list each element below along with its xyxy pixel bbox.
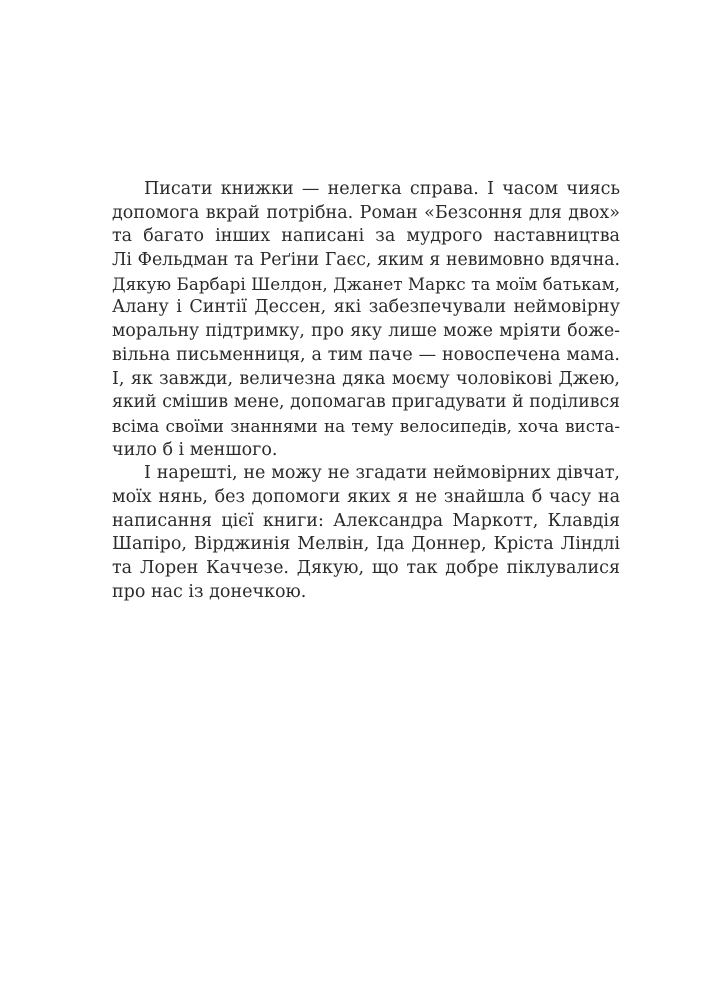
paragraph-2: [112, 462, 620, 604]
text-line: та багато інших написані за мудрого наставництва: [112, 226, 620, 247]
text-line: вільна письменниця, а тим паче — новоспечена мама.: [112, 344, 620, 365]
text-line: І нарешті, не можу не згадати неймовірних дівчат,: [144, 463, 620, 484]
text-line: Лі Фельдман та Реґіни Гаєс, яким я невимовно вдячна.: [112, 250, 620, 271]
text-line: написання цієї книги: Александра Маркотт, Клавдія: [112, 510, 620, 531]
paragraph-1: [112, 178, 620, 462]
text-line: та Лорен Каччезе. Дякую, що так добре піклувалися: [112, 558, 620, 578]
acknowledgements-text: [112, 178, 620, 604]
text-line: І, як завжди, величезна дяка моєму чоловікові Джею,: [112, 368, 620, 389]
text-line: Алану і Синтії Дессен, які забезпечували неймовірну: [112, 297, 620, 318]
text-line: всіма своїми знаннями на тему велосипедів, хоча виста-: [112, 415, 620, 436]
text-line: моїх нянь, без допомоги яких я не знайшла б часу на: [112, 486, 620, 507]
text-line: який смішив мене, допомагав пригадувати й поділився: [112, 392, 620, 413]
text-line: моральну підтримку, про яку лише може мріяти боже-: [112, 321, 620, 342]
text-line: Дякую Барбарі Шелдон, Джанет Маркс та моїм батькам,: [112, 273, 620, 294]
text-line: про нас із донечкою.: [112, 581, 307, 602]
text-line: допомога вкрай потрібна. Роман «Безсоння для двох»: [112, 202, 620, 223]
text-line: Писати книжки — нелегка справа. І часом чиясь: [144, 179, 620, 199]
text-line: чило б і меншого.: [112, 439, 278, 460]
text-line: Шапіро, Вірджинія Мелвін, Іда Доннер, Кріста Ліндлі: [112, 534, 620, 555]
